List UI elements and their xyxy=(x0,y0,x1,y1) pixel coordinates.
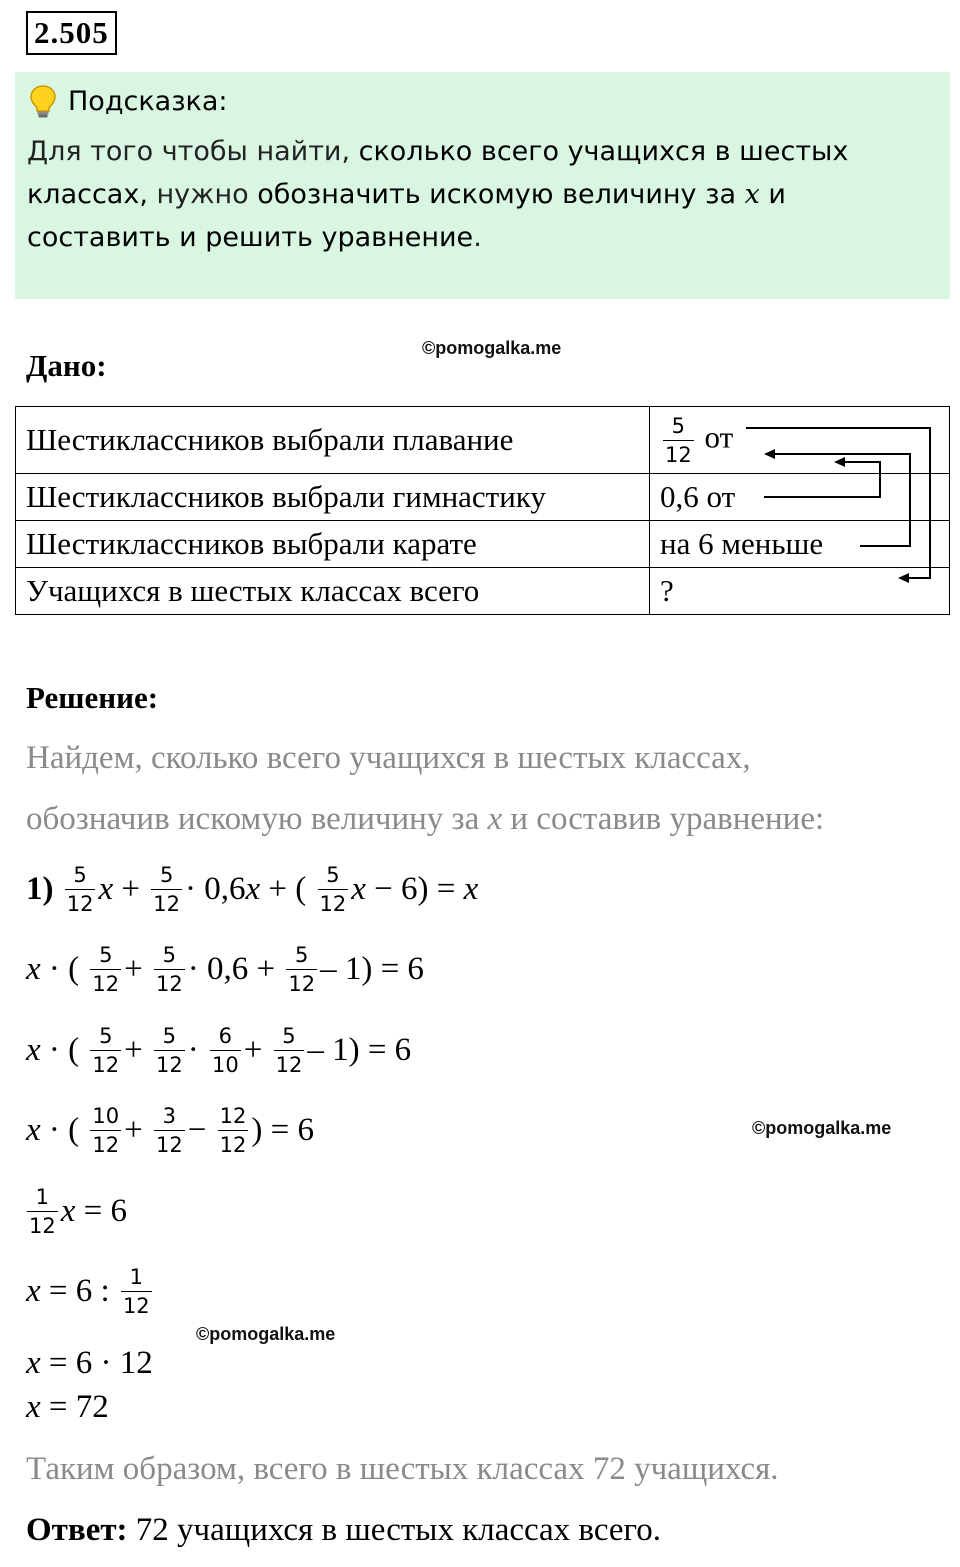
table-cell: Учащихся в шестых классах всего xyxy=(16,568,650,615)
arrow-line xyxy=(764,462,880,497)
hint-text-part: и составить и решить уравнение xyxy=(27,179,786,253)
value-suffix: от xyxy=(704,419,734,455)
intro-part: x xyxy=(487,801,503,837)
watermark: ©pomogalka.me xyxy=(196,1324,336,1344)
hint-text-part: x xyxy=(744,179,760,210)
arrowhead xyxy=(898,573,909,583)
answer xyxy=(26,1512,661,1549)
hint-text-part: Для того чтобы найти, xyxy=(27,136,359,167)
answer-text: 72 учащихся в шестых классах всего. xyxy=(127,1512,661,1548)
answer-label: Ответ: xyxy=(26,1512,128,1548)
numerator: 5 xyxy=(671,413,686,438)
hint-title-text: Подсказка: xyxy=(68,86,228,117)
solution-intro: Найдем, сколько всего учащихся в шестых классах, xyxy=(26,740,751,776)
watermark: ©pomogalka.me xyxy=(422,338,562,358)
equation-line: 1) $\frac{5}{12}$ x + $\frac{5}{12}$ · 0,6 x + ( $\frac{5}{12}$ x − 6) = x xyxy=(26,863,479,916)
fraction: $\frac{6}{10}$ xyxy=(211,1024,239,1077)
fraction: $\frac{5}{12}$ xyxy=(92,1024,120,1077)
equation-line: x = 6 : $\frac{1}{12}$ xyxy=(26,1265,150,1318)
table-cell: 0,6 от xyxy=(650,474,950,521)
fraction: $\frac{5}{12}$ xyxy=(275,1024,303,1077)
denominator: 12 xyxy=(663,440,694,466)
fraction: $\frac{1}{12}$ xyxy=(122,1265,150,1318)
hint-text-part: сколько всего учащихся в шестых классах, xyxy=(27,136,849,210)
solution-intro xyxy=(26,801,824,838)
equation-line: x = 72 xyxy=(26,1389,109,1425)
fraction: $\frac{5}{12}$ xyxy=(288,943,316,996)
table-cell: на 6 меньше xyxy=(650,521,950,568)
intro-part: и составив уравнение: xyxy=(502,801,825,837)
equation-line: x · ( $\frac{5}{12}$ + $\frac{5}{12}$ · $\frac{6}{10}$ + $\frac{5}{12}$ – 1) = 6 xyxy=(26,1024,412,1077)
fraction: $\frac{5}{12}$ xyxy=(92,943,120,996)
table-cell: ? xyxy=(650,568,950,615)
equation-line: x = 6 · 12 xyxy=(26,1345,153,1381)
fraction: $\frac{10}{12}$ xyxy=(92,1104,120,1157)
arrow-line xyxy=(770,454,910,546)
problem-number: 2.505 xyxy=(26,11,117,55)
solution-heading: Решение: xyxy=(26,680,159,715)
fraction: $\frac{5}{12}$ xyxy=(153,863,180,916)
fraction: $\frac{12}{12}$ xyxy=(219,1104,247,1157)
conclusion: Таким образом, всего в шестых классах 72 учащихся. xyxy=(26,1451,779,1487)
hint-text-part: нужно xyxy=(147,179,258,210)
table-cell: Шестиклассников выбрали плавание xyxy=(16,407,650,474)
hint-text-part: . xyxy=(473,222,482,253)
arrowhead xyxy=(764,449,775,459)
fraction: $\frac{1}{12}$ xyxy=(29,1185,56,1238)
fraction: $\frac{3}{12}$ xyxy=(156,1104,183,1157)
fraction: $\frac{5}{12}$ xyxy=(319,863,347,916)
arrowhead xyxy=(834,457,845,467)
hint-text-part: обозначить искомую величину за xyxy=(257,179,745,210)
table-cell: Шестиклассников выбрали карате xyxy=(16,521,650,568)
intro-part: обозначив искомую величину за xyxy=(26,801,488,837)
fraction: $\frac{5}{12}$ xyxy=(156,943,183,996)
step-label: 1) xyxy=(26,871,54,907)
watermark: ©pomogalka.me xyxy=(752,1118,892,1138)
fraction: $\frac{5}{12}$ xyxy=(156,1024,183,1077)
fraction: $\frac{5}{12}$ xyxy=(66,863,94,916)
table-cell: Шестиклассников выбрали гимнастику xyxy=(16,474,650,521)
given-heading: Дано: xyxy=(26,348,107,383)
equation-line: x · ( $\frac{5}{12}$ + $\frac{5}{12}$ · 0,6 + $\frac{5}{12}$ – 1) = 6 xyxy=(26,943,424,996)
equation-line: x · ( $\frac{10}{12}$ + $\frac{3}{12}$ − $\frac{12}{12}$ ) = 6 xyxy=(26,1104,314,1157)
equation-line: $\frac{1}{12}$ x = 6 xyxy=(29,1185,128,1238)
